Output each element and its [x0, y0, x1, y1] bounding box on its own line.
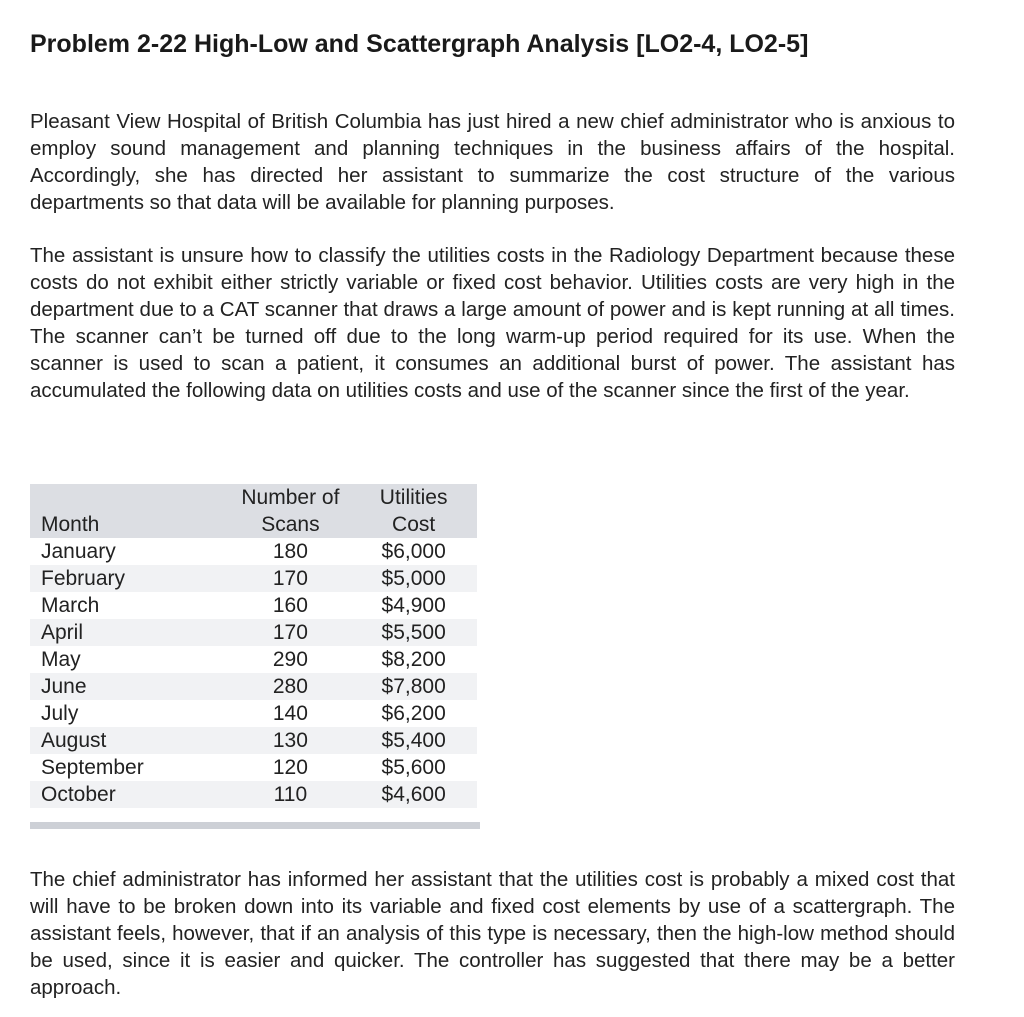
table-row	[30, 754, 477, 781]
table-row	[30, 700, 477, 727]
header-cost: Cost	[392, 513, 436, 536]
cost-cell: $6,000	[381, 540, 446, 563]
scans-cell: 120	[272, 756, 308, 779]
scans-cell: 280	[272, 675, 308, 698]
table-row	[30, 781, 477, 808]
cost-cell: $4,900	[381, 594, 446, 617]
scans-cell: 170	[272, 621, 308, 644]
intro-paragraph: Pleasant View Hospital of British Columbia has just hired a new chief administrator who is anxious to employ sound management and planning techniques in the business affairs of the hospital. Accordingly, she has directed her assistant to summarize the cost structure of the various departments so that data will be available for planning purposes.	[30, 110, 955, 214]
cost-cell: $5,400	[381, 729, 446, 752]
header-month-line1	[30, 484, 231, 511]
month-cell: October	[41, 783, 116, 806]
scans-cell: 170	[272, 567, 308, 590]
scans-cell: 130	[272, 729, 308, 752]
cost-cell: $5,000	[381, 567, 446, 590]
header-cost-line1: Utilities	[379, 486, 448, 509]
cost-cell: $6,200	[381, 702, 446, 725]
month-cell: January	[41, 540, 116, 563]
table-row	[30, 619, 477, 646]
cost-cell: $4,600	[381, 783, 446, 806]
table-row	[30, 538, 477, 565]
month-cell: April	[41, 621, 84, 644]
closing-paragraph: The chief administrator has informed her assistant that the utilities cost is probably a mixed cost that will have to be broken down into its variable and fixed cost elements by use of a scattergraph. The assistant feels, however, that if an analysis of this type is necessary, then the high-low method should be used, since it is easier and quicker. The controller has suggested that there may be a better approach.	[30, 868, 955, 999]
table-row	[30, 592, 477, 619]
scans-cell: 160	[272, 594, 308, 617]
month-cell: March	[41, 594, 100, 617]
context-paragraph: The assistant is unsure how to classify the utilities costs in the Radiology Department because these costs do not exhibit either strictly variable or fixed cost behavior. Utilities costs are very high in the department due to a CAT scanner that draws a large amount of power and is kept running at all times. The scanner can’t be turned off due to the long warm-up period required for its use. When the scanner is used to scan a patient, it consumes an additional burst of power. The assistant has accumulated the following data on utilities costs and use of the scanner since the first of the year.	[30, 244, 955, 402]
cost-cell: $5,500	[381, 621, 446, 644]
cost-cell: $5,600	[381, 756, 446, 779]
header-scans-line1: Number of	[241, 486, 340, 509]
month-cell: July	[41, 702, 79, 725]
month-cell: February	[41, 567, 126, 590]
table-footer-divider	[30, 822, 480, 829]
table-row	[30, 565, 477, 592]
scans-cell: 290	[272, 648, 308, 671]
table-header-row-2	[30, 511, 477, 538]
table-header-row-1	[30, 484, 477, 511]
scans-cell: 180	[272, 540, 308, 563]
header-scans: Scans	[261, 513, 320, 536]
table-row	[30, 673, 477, 700]
month-cell: August	[41, 729, 107, 752]
scans-cell: 110	[273, 783, 308, 806]
table-row	[30, 727, 477, 754]
page-title: Problem 2-22 High-Low and Scattergraph Analysis [LO2-4, LO2-5]	[30, 30, 809, 58]
cost-cell: $8,200	[381, 648, 446, 671]
header-month: Month	[41, 513, 100, 536]
month-cell: June	[41, 675, 87, 698]
utilities-data-table	[30, 484, 477, 808]
scans-cell: 140	[272, 702, 308, 725]
month-cell: September	[41, 756, 144, 779]
table-row	[30, 646, 477, 673]
month-cell: May	[41, 648, 81, 671]
cost-cell: $7,800	[381, 675, 446, 698]
